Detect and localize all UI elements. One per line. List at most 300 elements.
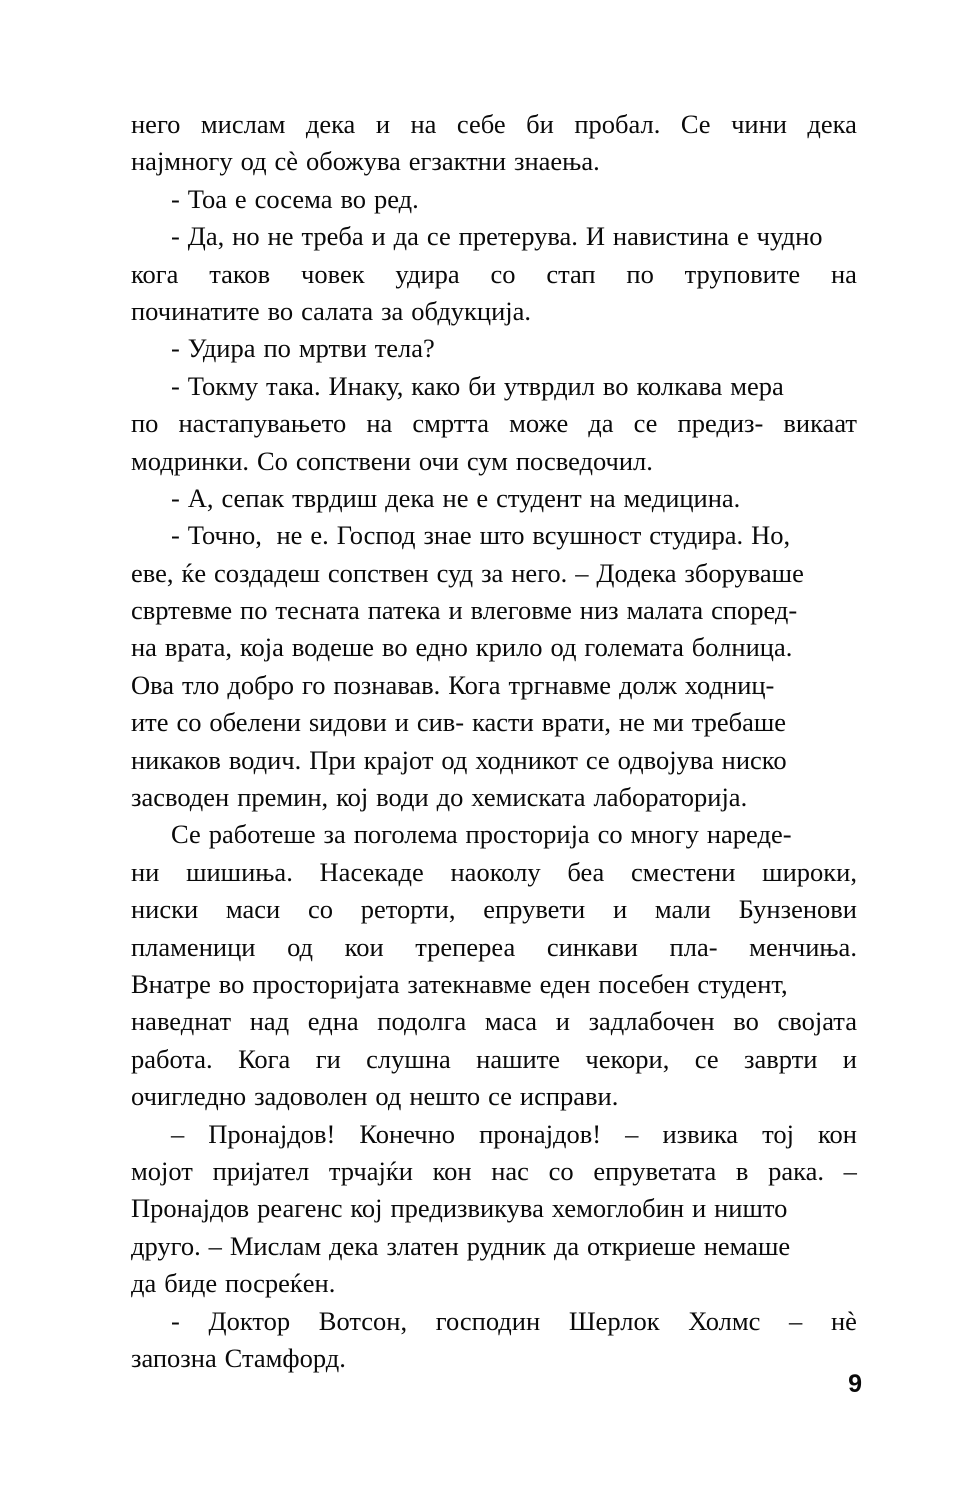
text-word: просторија [465,819,590,850]
text-word: нас [491,1155,529,1186]
text-word: Внатре [131,968,211,999]
text-word: но [232,221,260,252]
text-word: најмногу [131,146,233,177]
text-word: Кога [238,1043,291,1074]
text-word: врата, [164,632,233,663]
text-word: одвојува [617,744,714,775]
text-word: сум [466,445,508,476]
text-line [131,629,857,666]
text-word: маса [484,1006,538,1037]
text-word: Кога [448,669,501,700]
text-word: Конечно [359,1118,456,1149]
text-word: кон [432,1155,472,1186]
text-word: врати, [541,707,611,738]
text-word: Токму [187,370,259,401]
text-word: извика [662,1118,739,1149]
text-word: водич. [228,744,302,775]
text-word: И [585,221,605,252]
text-line [131,779,857,816]
text-word: кога [131,258,179,289]
text-word: наоколу [450,856,541,887]
text-line [131,929,857,966]
text-line [131,891,857,928]
text-word: да [131,1268,157,1299]
text-word: просторијата [252,968,400,999]
text-word: студира. [649,520,744,551]
text-word: очигледно [131,1081,247,1112]
text-word: златен [386,1230,459,1261]
text-word: води [376,782,429,813]
text-word: ходниц- [684,669,775,700]
text-word: медицина. [623,482,741,513]
text-word: - [171,183,180,214]
text-word: нè [830,1305,857,1336]
text-word: Инаку, [328,370,404,401]
text-word: никаков [131,744,221,775]
text-word: студент, [697,968,788,999]
text-word: епрувети [483,894,586,925]
text-word: студент [496,482,582,513]
text-word: дека [807,109,857,139]
text-word: поголема [353,819,458,850]
text-word: кон [818,1118,857,1149]
text-line [131,1303,857,1340]
text-word: смртта [412,408,490,439]
text-word: салата [301,295,374,326]
text-word: кој [336,782,369,813]
text-word: мера [730,370,784,401]
text-word: касти [472,707,534,738]
text-word: А, [187,482,214,513]
text-word: заврти [744,1043,818,1074]
text-word: очи [418,445,459,476]
text-word: обелени [209,707,301,738]
text-line [131,368,857,405]
text-word: во [602,370,629,401]
text-word: ги [315,1043,341,1074]
text-word: Пронајдов [131,1193,250,1224]
text-word: епруветата [593,1155,717,1186]
text-line [131,592,857,629]
text-line [131,1078,857,1115]
text-word: од [441,744,468,775]
text-word: со [548,1155,574,1186]
text-word: Се [171,819,201,850]
text-word: посведочил. [515,445,653,476]
text-line [131,1190,857,1227]
text-word: исправи. [519,1081,619,1112]
text-word: така. [266,370,321,401]
text-word: задлабочен [588,1006,715,1037]
text-word: не [442,482,469,513]
text-word: како [411,370,461,401]
text-word: ходникот [475,744,578,775]
text-word: тела? [374,333,435,364]
text-word: синкави [546,931,638,962]
text-word: трепереа [415,931,516,962]
text-word: ќе [181,557,207,588]
text-word: него. [511,557,568,588]
text-word: со [176,707,202,738]
text-word: шишиња. [186,856,293,887]
text-word: менчиња. [749,931,857,962]
text-word: за [481,557,504,588]
text-word: стап [546,258,596,289]
text-line [131,405,857,442]
text-word: чекори, [585,1043,670,1074]
text-word: е [234,183,247,214]
text-word: малата [626,595,704,626]
text-word: знае [423,520,472,551]
text-word: сосема [254,183,333,214]
text-word: едно [415,632,468,663]
text-word: - [171,520,180,551]
text-word: засводен [131,782,230,813]
text-word: и [448,595,463,626]
text-word: слушна [366,1043,451,1074]
text-word: на [410,109,437,139]
text-word: е [476,482,489,513]
text-word: рудник [466,1230,546,1261]
text-word: знаења. [514,146,600,177]
text-word: со [490,258,516,289]
text-word: Господ [336,520,416,551]
text-word: се [426,221,451,252]
text-word: во [733,1006,759,1037]
text-word: се [488,1081,512,1112]
text-line [131,704,857,741]
text-line [131,816,857,853]
text-word: еден [539,968,591,999]
text-word: лабораторија. [593,782,748,813]
text-word: мртви [298,333,367,364]
text-word: теснатa [275,595,360,626]
text-word: подолга [377,1006,467,1037]
text-word: до [436,782,464,813]
text-word: суд [436,557,474,588]
text-word: се [585,744,610,775]
text-word: обдукција. [411,295,532,326]
text-line [131,1003,857,1040]
text-word: трчајќи [328,1155,413,1186]
text-word: по [131,408,159,439]
text-word: маси [225,894,281,925]
text-word: по [240,595,268,626]
text-word: кои [344,931,384,962]
text-line [131,1265,857,1302]
text-word: немаше [703,1230,791,1261]
text-word: хемоглобин [551,1193,685,1224]
text-word: – [789,1305,803,1336]
text-word: пријател [212,1155,310,1186]
text-word: од [375,1081,402,1112]
text-word: е. [310,520,329,551]
text-word: задоволен [254,1081,368,1112]
text-word: хемиската [471,782,586,813]
text-word: предизвикува [390,1193,544,1224]
text-word: Со [256,445,288,476]
text-line [131,181,857,218]
text-word: – [171,1118,185,1149]
text-word: по [626,258,654,289]
text-word: претерува. [458,221,578,252]
text-word: – [843,1155,857,1186]
text-word: починатите [131,295,260,326]
text-word: таков [209,258,271,289]
text-word: според- [711,595,798,626]
text-word: тргнавме [508,669,611,700]
text-word: треба [301,221,364,252]
text-word: сепак [221,482,285,513]
text-word: Вотсон, [318,1305,408,1336]
text-word: над [249,1006,290,1037]
text-word: егзактни [408,146,507,177]
text-word: - [171,482,180,513]
text-word: Мислам [229,1230,322,1261]
text-line [131,256,857,293]
text-word: би [468,370,496,401]
text-word: ите [131,707,169,738]
text-word: да [588,408,614,439]
text-word: дека [305,109,356,139]
text-word: Тоа [187,183,227,214]
text-word: создадеш [214,557,320,588]
text-word: за [381,295,404,326]
text-line [131,742,857,779]
text-word: Холмс [688,1305,761,1336]
text-word: запозна [131,1342,217,1373]
text-word: – [575,557,589,588]
text-word: во [218,968,245,999]
text-word: Удира [187,333,256,364]
text-word: по [263,333,291,364]
text-word: биде [164,1268,218,1299]
text-word: се [633,408,658,439]
text-word: долж [618,669,677,700]
text-word: ништо [714,1193,788,1224]
text-word: во [381,632,408,663]
text-word: болница. [691,632,793,663]
text-word: кој [350,1193,383,1224]
text-word: предиз- [677,408,764,439]
page-body-text [131,106,857,1377]
text-word: од [240,146,267,177]
text-word: и [691,1193,707,1224]
text-word: ми [652,707,684,738]
text-word: посреќен. [225,1268,336,1299]
text-line [131,966,857,1003]
text-line [131,517,857,554]
text-word: сив- [416,707,465,738]
text-word: не [618,707,645,738]
text-line [131,143,857,180]
text-word: него [131,109,181,139]
text-word: мислам [200,109,286,139]
text-line [131,106,857,143]
text-word: Насекаде [319,856,424,887]
text-word: беа [567,856,605,887]
text-word: сè [274,146,299,177]
text-word: не [269,520,303,551]
text-word: викаат [783,408,857,439]
text-word: Бунзенови [738,894,857,925]
text-word: да [393,221,419,252]
text-word: и [394,707,409,738]
text-word: ред. [373,183,419,214]
text-word: Ова [131,669,175,700]
text-word: во [340,183,367,214]
text-word: премин, [237,782,329,813]
text-word: водеше [291,632,375,663]
text-word: тврдиш [292,482,378,513]
text-word: Да, [187,221,225,252]
text-word: пробал. [574,109,661,139]
text-word: зборуваше [684,557,804,588]
text-word: господин [435,1305,541,1336]
text-word: и [555,1006,570,1037]
text-word: човек [301,258,365,289]
text-word: обожува [305,146,401,177]
text-line [131,480,857,517]
text-word: ѕидови [308,707,387,738]
text-word: - [171,333,180,364]
text-word: модринки. [131,445,250,476]
text-word: откриеше [587,1230,696,1261]
text-word: од [550,632,577,663]
text-word: навистина [612,221,730,252]
text-word: нашите [476,1043,561,1074]
text-word: колкава [636,370,723,401]
text-line [131,667,857,704]
text-word: широки, [762,856,857,887]
text-word: е [736,221,749,252]
text-word: патека [367,595,441,626]
text-word: големата [584,632,684,663]
text-word: добро [227,669,295,700]
text-word: требаше [691,707,787,738]
text-word: со [307,894,333,925]
text-word: в [735,1155,749,1186]
text-word: труповите [684,258,801,289]
text-word: Но, [751,520,791,551]
text-word: настапувањето [178,408,347,439]
text-line [131,443,857,480]
text-line [131,1228,857,1265]
text-line [131,1041,857,1078]
text-word: не [267,221,294,252]
text-word: работа. [131,1043,213,1074]
text-word: пламеници [131,931,256,962]
text-word: - [171,1305,180,1336]
text-word: свртевме [131,595,233,626]
text-word: низ [579,595,619,626]
text-word: пронајдов! [479,1118,602,1149]
text-word: се [694,1043,719,1074]
text-word: затекнавме [407,968,532,999]
text-word: на [131,632,157,663]
text-word: – [625,1118,639,1149]
text-word: една [307,1006,359,1037]
text-word: друго. [131,1230,201,1261]
text-word: - [171,221,180,252]
text-word: реторти, [360,894,456,925]
text-word: го [302,669,326,700]
text-word: познавав. [333,669,441,700]
text-line [131,1116,857,1153]
text-word: и [375,109,390,139]
text-word: утврдил [503,370,595,401]
text-word: пла- [669,931,718,962]
text-word: – [208,1230,222,1261]
text-word: на [830,258,857,289]
text-word: всушност [532,520,642,551]
text-word: ниски [131,894,199,925]
text-word: чини [731,109,787,139]
text-word: мојот [131,1155,193,1186]
text-word: сопствени [295,445,411,476]
text-word: на [589,482,616,513]
text-word: во [267,295,294,326]
text-word: која [239,632,284,663]
text-word: ни [131,856,160,887]
text-word: ниско [721,744,787,775]
text-word: и [842,1043,857,1074]
text-word: крајот [363,744,434,775]
text-word: и [371,221,386,252]
text-word: со [597,819,623,850]
text-word: Точно, [187,520,262,551]
text-word: Стамфорд. [224,1342,346,1373]
text-line [131,555,857,592]
text-word: влеговме [470,595,572,626]
text-word: реагенс [257,1193,343,1224]
text-word: чудно [756,221,823,252]
text-word: При [309,744,356,775]
text-word: Пронајдов! [208,1118,336,1149]
text-line [131,293,857,330]
text-word: нареде- [706,819,792,850]
text-word: може [509,408,569,439]
text-word: дека [385,482,435,513]
text-word: посебен [598,968,690,999]
text-word: рака. [768,1155,824,1186]
text-word: еве, [131,557,174,588]
text-word: крило [475,632,543,663]
text-word: Шерлок [568,1305,660,1336]
text-word: на [366,408,393,439]
text-word: од [287,931,314,962]
text-word: Додека [596,557,677,588]
text-word: да [553,1230,580,1261]
text-word: многу [630,819,699,850]
text-word: што [479,520,525,551]
text-word: дека [329,1230,379,1261]
text-word: мали [654,894,711,925]
text-word: сопствен [327,557,429,588]
text-line [131,218,857,255]
text-word: Доктор [208,1305,291,1336]
text-word: својата [777,1006,857,1037]
text-line [131,330,857,367]
text-word: - [171,370,180,401]
text-line [131,854,857,891]
text-word: и [612,894,628,925]
text-word: Се [680,109,711,139]
text-word: сместени [631,856,736,887]
text-word: тој [762,1118,794,1149]
text-line [131,1153,857,1190]
text-word: себе [456,109,506,139]
